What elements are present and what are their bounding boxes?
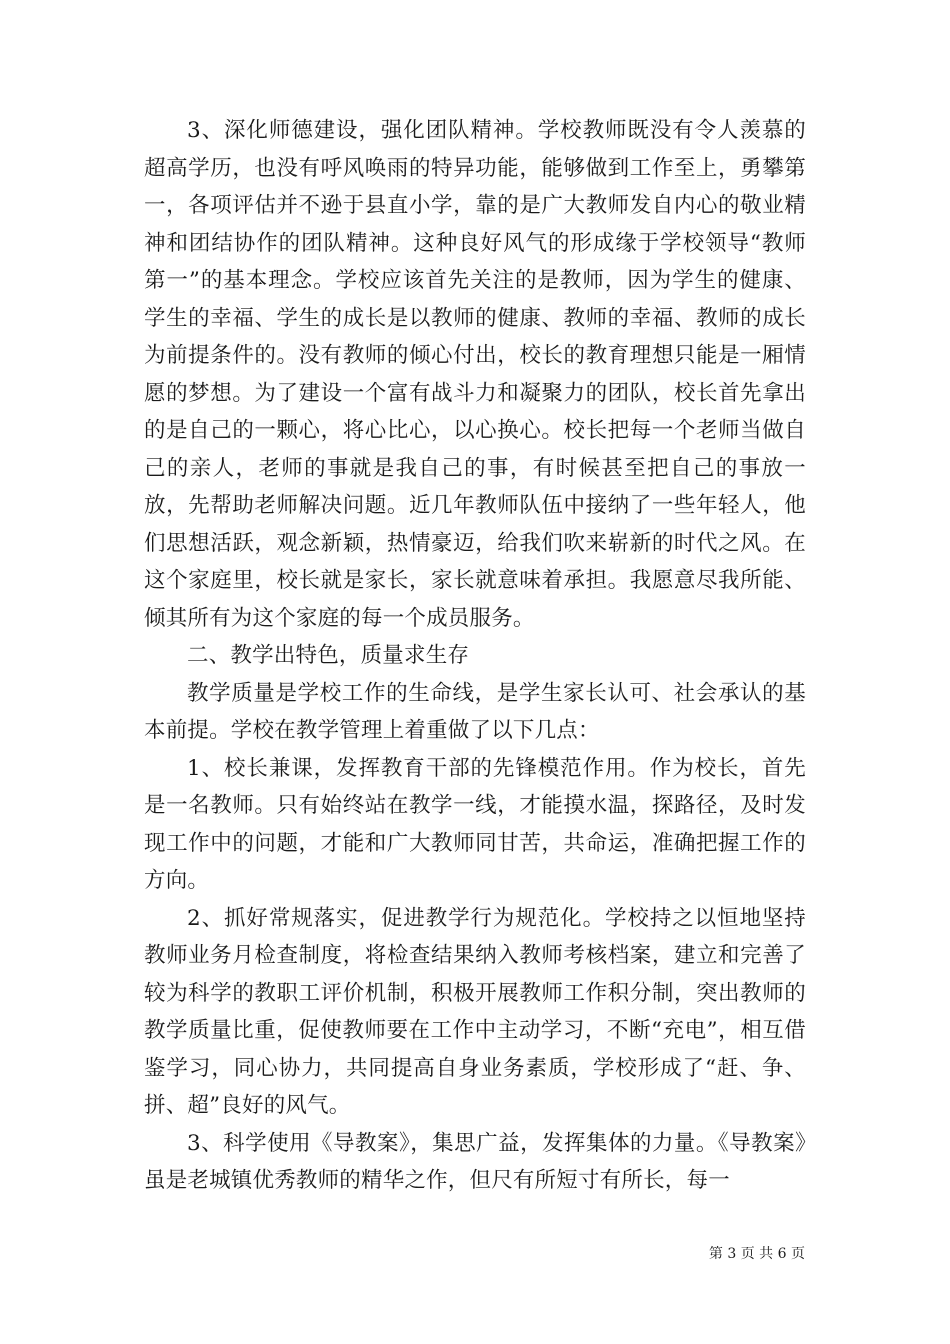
paragraph-teaching-quality: 教学质量是学校工作的生命线，是学生家长认可、社会承认的基本前提。学校在教学管理上着重做了以下几点：	[144, 680, 806, 743]
paragraph-routine-implementation: 2、抓好常规落实，促进教学行为规范化。学校持之以恒地坚持教师业务月检查制度，将检查结果纳入教师考核档案，建立和完善了较为科学的教职工评价机制，积极开展教师工作积分制，突出教师的教学质量比重，促使教师要在工作中主动学习，不断“充电”，相互借鉴学习，同心协力，共同提高自身业务素质，学校形成了“赶、争、拼、超”良好的风气。	[144, 905, 806, 1118]
document-body	[144, 112, 806, 1200]
section-heading-teaching: 二、教学出特色，质量求生存	[187, 643, 470, 668]
page-number: 第 3 页 共 6 页	[708, 1246, 805, 1262]
paragraph-principal-teaching: 1、校长兼课，发挥教育干部的先锋模范作用。作为校长，首先是一名教师。只有始终站在教学一线，才能摸水温，探路径，及时发现工作中的问题，才能和广大教师同甘苦，共命运，准确把握工作的方向。	[144, 755, 806, 893]
paragraph-teacher-ethics: 3、深化师德建设，强化团队精神。学校教师既没有令人羡慕的超高学历，也没有呼风唤雨的特异功能，能够做到工作至上，勇攀第一，各项评估并不逊于县直小学，靠的是广大教师发自内心的敬业精神和团结协作的团队精神。这种良好风气的形成缘于学校领导“教师第一”的基本理念。学校应该首先关注的是教师，因为学生的健康、学生的幸福、学生的成长是以教师的健康、教师的幸福、教师的成长为前提条件的。没有教师的倾心付出，校长的教育理想只能是一厢情愿的梦想。为了建设一个富有战斗力和凝聚力的团队，校长首先拿出的是自己的一颗心，将心比心，以心换心。校长把每一个老师当做自己的亲人，老师的事就是我自己的事，有时候甚至把自己的事放一放，先帮助老师解决问题。近几年教师队伍中接纳了一些年轻人，他们思想活跃，观念新颖，热情豪迈，给我们吹来崭新的时代之风。在这个家庭里，校长就是家长，家长就意味着承担。我愿意尽我所能、倾其所有为这个家庭的每一个成员服务。	[144, 118, 806, 631]
paragraph-guided-lesson-plans: 3、科学使用《导教案》，集思广益，发挥集体的力量。《导教案》虽是老城镇优秀教师的精华之作，但尺有所短寸有所长，每一	[144, 1130, 806, 1193]
